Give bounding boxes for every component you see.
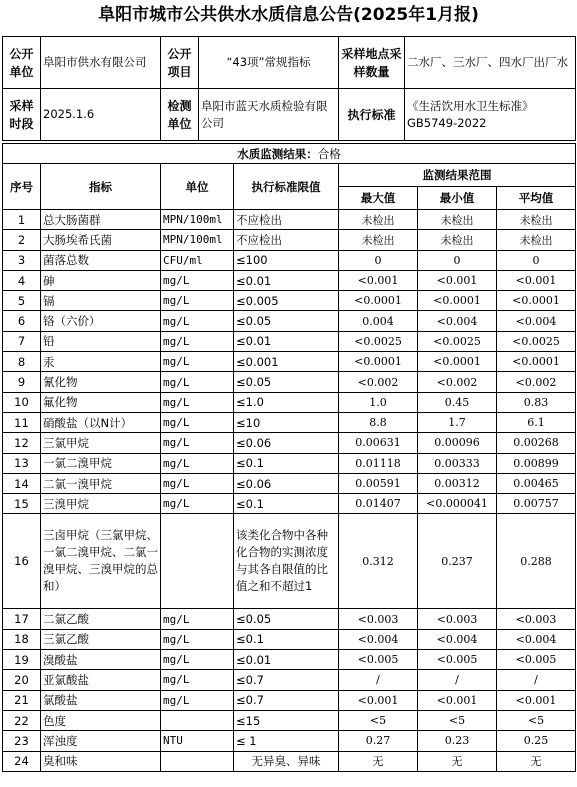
min-value: 未检出 bbox=[418, 230, 497, 250]
table-row bbox=[3, 270, 576, 290]
header-unit: 单位 bbox=[161, 164, 234, 210]
standard-limit: ≤0.01 bbox=[234, 331, 339, 351]
min-value: 0.00333 bbox=[418, 453, 497, 473]
avg-value: <0.003 bbox=[497, 609, 576, 629]
header-row-1 bbox=[3, 164, 576, 187]
standard-limit: ≤0.05 bbox=[234, 311, 339, 331]
avg-value: <0.001 bbox=[497, 270, 576, 290]
table-row bbox=[3, 291, 576, 311]
standard-limit: ≤10 bbox=[234, 412, 339, 432]
unit: mg/L bbox=[161, 494, 234, 514]
max-value: <0.002 bbox=[339, 372, 418, 392]
label-sampling-time: 采样时段 bbox=[3, 89, 41, 141]
unit: mg/L bbox=[161, 352, 234, 372]
unit: mg/L bbox=[161, 331, 234, 351]
max-value: 无 bbox=[339, 751, 418, 771]
max-value: 0.004 bbox=[339, 311, 418, 331]
row-number: 2 bbox=[3, 230, 41, 250]
row-number: 9 bbox=[3, 372, 41, 392]
min-value: / bbox=[418, 670, 497, 690]
max-value: / bbox=[339, 670, 418, 690]
indicator-name: 三卤甲烷（三氯甲烷、一氯二溴甲烷、二氯一溴甲烷、三溴甲烷的总和） bbox=[41, 514, 161, 609]
min-value: <0.005 bbox=[418, 650, 497, 670]
unit: mg/L bbox=[161, 392, 234, 412]
min-value: <0.0001 bbox=[418, 291, 497, 311]
page-title: 阜阳市城市公共供水水质信息公告(2025年1月报) bbox=[98, 5, 479, 25]
table-row bbox=[3, 710, 576, 730]
row-number: 10 bbox=[3, 392, 41, 412]
table-row bbox=[3, 751, 576, 771]
unit bbox=[161, 514, 234, 609]
value-sampling-time: 2025.1.6 bbox=[41, 89, 161, 141]
indicator-name: 硝酸盐（以N计） bbox=[41, 412, 161, 432]
standard-limit: ≤0.005 bbox=[234, 291, 339, 311]
indicator-name: 二氯一溴甲烷 bbox=[41, 473, 161, 493]
table-row bbox=[3, 494, 576, 514]
result-label: 水质监测结果： bbox=[237, 146, 318, 161]
min-value: 1.7 bbox=[418, 412, 497, 432]
label-standard: 执行标准 bbox=[339, 89, 405, 141]
min-value: <0.003 bbox=[418, 609, 497, 629]
unit bbox=[161, 751, 234, 771]
avg-value: 0.25 bbox=[497, 731, 576, 751]
avg-value: <0.005 bbox=[497, 650, 576, 670]
info-row-publisher bbox=[3, 37, 576, 89]
max-value: 0.01407 bbox=[339, 494, 418, 514]
max-value: 8.8 bbox=[339, 412, 418, 432]
avg-value: <0.002 bbox=[497, 372, 576, 392]
min-value: 0.45 bbox=[418, 392, 497, 412]
table-row bbox=[3, 629, 576, 649]
avg-value: <0.001 bbox=[497, 690, 576, 710]
indicator-name: 亚氯酸盐 bbox=[41, 670, 161, 690]
min-value: <0.0025 bbox=[418, 331, 497, 351]
table-row bbox=[3, 433, 576, 453]
header-max: 最大值 bbox=[339, 187, 418, 210]
unit: NTU bbox=[161, 731, 234, 751]
table-row bbox=[3, 690, 576, 710]
standard-limit: ≤0.05 bbox=[234, 372, 339, 392]
table-row bbox=[3, 392, 576, 412]
row-number: 5 bbox=[3, 291, 41, 311]
table-row bbox=[3, 311, 576, 331]
unit: mg/L bbox=[161, 629, 234, 649]
max-value: <5 bbox=[339, 710, 418, 730]
min-value: <0.001 bbox=[418, 690, 497, 710]
unit: mg/L bbox=[161, 650, 234, 670]
max-value: <0.004 bbox=[339, 629, 418, 649]
avg-value: 0.00899 bbox=[497, 453, 576, 473]
max-value: 0.00631 bbox=[339, 433, 418, 453]
unit: mg/L bbox=[161, 372, 234, 392]
indicator-name: 氯酸盐 bbox=[41, 690, 161, 710]
label-publisher: 公开单位 bbox=[3, 37, 41, 89]
unit: mg/L bbox=[161, 670, 234, 690]
table-row bbox=[3, 650, 576, 670]
header-avg: 平均值 bbox=[497, 187, 576, 210]
results-table bbox=[2, 143, 576, 772]
max-value: 0.01118 bbox=[339, 453, 418, 473]
standard-limit: ≤0.001 bbox=[234, 352, 339, 372]
max-value: <0.001 bbox=[339, 270, 418, 290]
standard-limit: ≤0.7 bbox=[234, 670, 339, 690]
label-project: 公开项目 bbox=[161, 37, 199, 89]
table-row bbox=[3, 331, 576, 351]
min-value: 0.00096 bbox=[418, 433, 497, 453]
max-value: 0.312 bbox=[339, 514, 418, 609]
indicator-name: 菌落总数 bbox=[41, 250, 161, 270]
max-value: <0.0025 bbox=[339, 331, 418, 351]
row-number: 20 bbox=[3, 670, 41, 690]
indicator-name: 铅 bbox=[41, 331, 161, 351]
standard-limit: ≤0.1 bbox=[234, 629, 339, 649]
standard-limit: ≤0.05 bbox=[234, 609, 339, 629]
value-project: “43项”常规指标 bbox=[199, 37, 339, 89]
min-value: <0.002 bbox=[418, 372, 497, 392]
min-value: 0.00312 bbox=[418, 473, 497, 493]
avg-value: <0.004 bbox=[497, 629, 576, 649]
indicator-name: 一氯二溴甲烷 bbox=[41, 453, 161, 473]
avg-value: <0.0001 bbox=[497, 291, 576, 311]
avg-value: <0.0025 bbox=[497, 331, 576, 351]
unit: mg/L bbox=[161, 473, 234, 493]
indicator-name: 铬（六价） bbox=[41, 311, 161, 331]
avg-value: 0.83 bbox=[497, 392, 576, 412]
standard-limit: 该类化合物中各种化合物的实测浓度与其各自限值的比值之和不超过1 bbox=[234, 514, 339, 609]
table-row bbox=[3, 230, 576, 250]
result-value: 合格 bbox=[317, 146, 341, 161]
row-number: 14 bbox=[3, 473, 41, 493]
table-row bbox=[3, 514, 576, 609]
info-row-sampling bbox=[3, 89, 576, 141]
max-value: <0.001 bbox=[339, 690, 418, 710]
indicator-name: 三氯甲烷 bbox=[41, 433, 161, 453]
header-limit: 执行标准限值 bbox=[234, 164, 339, 210]
standard-limit: ≤0.01 bbox=[234, 270, 339, 290]
standard-limit: ≤0.01 bbox=[234, 650, 339, 670]
table-row bbox=[3, 609, 576, 629]
row-number: 8 bbox=[3, 352, 41, 372]
indicator-name: 浑浊度 bbox=[41, 731, 161, 751]
value-standard: 《生活饮用水卫生标准》GB5749-2022 bbox=[405, 89, 576, 141]
row-number: 11 bbox=[3, 412, 41, 432]
standard-limit: ≤ 1 bbox=[234, 731, 339, 751]
min-value: <5 bbox=[418, 710, 497, 730]
row-number: 18 bbox=[3, 629, 41, 649]
standard-limit: ≤0.1 bbox=[234, 453, 339, 473]
avg-value: 未检出 bbox=[497, 210, 576, 230]
avg-value: 未检出 bbox=[497, 230, 576, 250]
row-number: 19 bbox=[3, 650, 41, 670]
avg-value: / bbox=[497, 670, 576, 690]
standard-limit: ≤100 bbox=[234, 250, 339, 270]
indicator-name: 汞 bbox=[41, 352, 161, 372]
row-number: 4 bbox=[3, 270, 41, 290]
avg-value: 无 bbox=[497, 751, 576, 771]
unit: mg/L bbox=[161, 311, 234, 331]
table-row bbox=[3, 372, 576, 392]
row-number: 16 bbox=[3, 514, 41, 609]
max-value: 0 bbox=[339, 250, 418, 270]
table-row bbox=[3, 473, 576, 493]
avg-value: 6.1 bbox=[497, 412, 576, 432]
max-value: 未检出 bbox=[339, 230, 418, 250]
min-value: 未检出 bbox=[418, 210, 497, 230]
max-value: 0.00591 bbox=[339, 473, 418, 493]
row-number: 13 bbox=[3, 453, 41, 473]
table-row bbox=[3, 453, 576, 473]
avg-value: <0.004 bbox=[497, 311, 576, 331]
row-number: 23 bbox=[3, 731, 41, 751]
row-number: 1 bbox=[3, 210, 41, 230]
table-row bbox=[3, 412, 576, 432]
max-value: <0.003 bbox=[339, 609, 418, 629]
standard-limit: ≤0.06 bbox=[234, 473, 339, 493]
unit: mg/L bbox=[161, 690, 234, 710]
header-range: 监测结果范围 bbox=[339, 164, 576, 187]
unit: mg/L bbox=[161, 270, 234, 290]
max-value: 1.0 bbox=[339, 392, 418, 412]
indicator-name: 总大肠菌群 bbox=[41, 210, 161, 230]
standard-limit: ≤1.0 bbox=[234, 392, 339, 412]
value-publisher: 阜阳市供水有限公司 bbox=[41, 37, 161, 89]
indicator-name: 大肠埃希氏菌 bbox=[41, 230, 161, 250]
unit: mg/L bbox=[161, 453, 234, 473]
indicator-name: 砷 bbox=[41, 270, 161, 290]
indicator-name: 三氯乙酸 bbox=[41, 629, 161, 649]
indicator-name: 臭和味 bbox=[41, 751, 161, 771]
table-row bbox=[3, 670, 576, 690]
avg-value: 0 bbox=[497, 250, 576, 270]
min-value: <0.0001 bbox=[418, 352, 497, 372]
avg-value: <0.0001 bbox=[497, 352, 576, 372]
max-value: <0.005 bbox=[339, 650, 418, 670]
row-number: 21 bbox=[3, 690, 41, 710]
standard-limit: ≤0.1 bbox=[234, 494, 339, 514]
unit: mg/L bbox=[161, 433, 234, 453]
min-value: <0.000041 bbox=[418, 494, 497, 514]
unit: mg/L bbox=[161, 291, 234, 311]
min-value: 0.23 bbox=[418, 731, 497, 751]
result-summary bbox=[3, 144, 576, 164]
row-number: 7 bbox=[3, 331, 41, 351]
row-number: 24 bbox=[3, 751, 41, 771]
avg-value: 0.00465 bbox=[497, 473, 576, 493]
max-value: <0.0001 bbox=[339, 352, 418, 372]
table-row bbox=[3, 731, 576, 751]
indicator-name: 二氯乙酸 bbox=[41, 609, 161, 629]
min-value: 无 bbox=[418, 751, 497, 771]
row-number: 12 bbox=[3, 433, 41, 453]
info-table bbox=[2, 36, 576, 141]
row-number: 22 bbox=[3, 710, 41, 730]
max-value: 0.27 bbox=[339, 731, 418, 751]
unit: MPN/100ml bbox=[161, 210, 234, 230]
unit: MPN/100ml bbox=[161, 230, 234, 250]
row-number: 3 bbox=[3, 250, 41, 270]
indicator-name: 氟化物 bbox=[41, 392, 161, 412]
table-row bbox=[3, 250, 576, 270]
value-sampling-site: 二水厂、三水厂、四水厂出厂水 bbox=[405, 37, 576, 89]
avg-value: <5 bbox=[497, 710, 576, 730]
standard-limit: ≤15 bbox=[234, 710, 339, 730]
indicator-name: 镉 bbox=[41, 291, 161, 311]
indicator-name: 氰化物 bbox=[41, 372, 161, 392]
standard-limit: 不应检出 bbox=[234, 230, 339, 250]
min-value: <0.004 bbox=[418, 629, 497, 649]
min-value: <0.001 bbox=[418, 270, 497, 290]
result-summary-row bbox=[3, 144, 576, 164]
indicator-name: 溴酸盐 bbox=[41, 650, 161, 670]
standard-limit: ≤0.7 bbox=[234, 690, 339, 710]
table-row bbox=[3, 352, 576, 372]
table-row bbox=[3, 210, 576, 230]
standard-limit: 不应检出 bbox=[234, 210, 339, 230]
header-indicator: 指标 bbox=[41, 164, 161, 210]
indicator-name: 色度 bbox=[41, 710, 161, 730]
avg-value: 0.00757 bbox=[497, 494, 576, 514]
unit: mg/L bbox=[161, 609, 234, 629]
min-value: <0.004 bbox=[418, 311, 497, 331]
header-min: 最小值 bbox=[418, 187, 497, 210]
avg-value: 0.288 bbox=[497, 514, 576, 609]
row-number: 15 bbox=[3, 494, 41, 514]
indicator-name: 三溴甲烷 bbox=[41, 494, 161, 514]
standard-limit: 无异臭、异味 bbox=[234, 751, 339, 771]
label-sampling-site: 采样地点采样数量 bbox=[339, 37, 405, 89]
min-value: 0 bbox=[418, 250, 497, 270]
header-seq: 序号 bbox=[3, 164, 41, 210]
unit: mg/L bbox=[161, 412, 234, 432]
row-number: 6 bbox=[3, 311, 41, 331]
unit bbox=[161, 710, 234, 730]
row-number: 17 bbox=[3, 609, 41, 629]
avg-value: 0.00268 bbox=[497, 433, 576, 453]
max-value: <0.0001 bbox=[339, 291, 418, 311]
unit: CFU/ml bbox=[161, 250, 234, 270]
label-lab: 检测单位 bbox=[161, 89, 199, 141]
standard-limit: ≤0.06 bbox=[234, 433, 339, 453]
min-value: 0.237 bbox=[418, 514, 497, 609]
value-lab: 阜阳市蓝天水质检验有限公司 bbox=[199, 89, 339, 141]
max-value: 未检出 bbox=[339, 210, 418, 230]
